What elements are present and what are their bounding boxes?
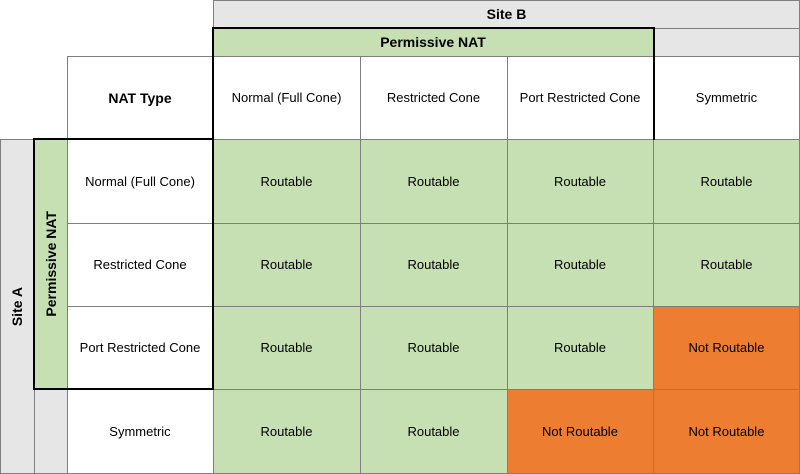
cell-label: Routable <box>407 340 460 355</box>
matrix-cell <box>213 223 360 306</box>
matrix-cell <box>213 139 360 223</box>
site-a-header <box>0 139 34 474</box>
row-header-label: Port Restricted Cone <box>79 340 201 355</box>
site-a-grey-fill <box>34 389 67 474</box>
grid-line <box>67 306 800 307</box>
matrix-cell <box>653 223 800 306</box>
permissive-outline <box>33 138 35 390</box>
grid-line <box>67 223 800 224</box>
row-header-label: Normal (Full Cone) <box>85 173 195 189</box>
column-header <box>360 56 507 139</box>
column-header-label: Normal (Full Cone) <box>231 90 342 105</box>
row-header <box>67 306 213 389</box>
row-header <box>67 389 213 474</box>
permissive-nat-top <box>213 28 653 56</box>
matrix-cell <box>507 223 653 306</box>
column-header <box>213 56 360 139</box>
grid-line <box>0 139 1 474</box>
cell-label: Routable <box>553 340 607 355</box>
nat-type-header-label: NAT Type <box>108 89 172 106</box>
cell-label: Routable <box>700 173 753 189</box>
matrix-cell <box>507 139 653 223</box>
permissive-outline <box>33 138 214 140</box>
cell-label: Not Routable <box>542 424 618 439</box>
grid-line <box>213 0 800 1</box>
site-b-label: Site B <box>486 6 527 22</box>
cell-label: Routable <box>260 424 313 439</box>
permissive-outline <box>212 138 214 390</box>
column-header <box>507 56 653 139</box>
site-b-header <box>213 0 800 28</box>
cell-label: Routable <box>407 424 460 439</box>
nat-type-header <box>67 56 213 139</box>
matrix-cell <box>360 306 507 389</box>
cell-label: Routable <box>407 257 460 272</box>
permissive-outline <box>653 27 655 140</box>
column-header-label: Symmetric <box>695 90 758 105</box>
grid-line <box>67 56 68 474</box>
grid-line <box>67 56 800 57</box>
cell-label: Routable <box>553 173 607 189</box>
cell-label: Routable <box>260 173 313 189</box>
permissive-nat-left <box>34 139 67 389</box>
column-header-label: Port Restricted Cone <box>519 90 641 105</box>
cell-label: Not Routable <box>688 340 765 355</box>
cell-label: Routable <box>260 340 313 355</box>
matrix-cell <box>213 389 360 474</box>
matrix-cell <box>653 139 800 223</box>
row-header <box>67 139 213 223</box>
matrix-cell <box>360 389 507 474</box>
permissive-nat-top-label: Permissive NAT <box>380 34 486 50</box>
matrix-cell <box>653 306 800 389</box>
row-header <box>67 223 213 306</box>
site-a-label: Site A <box>9 286 25 327</box>
matrix-cell <box>653 389 800 474</box>
cell-label: Routable <box>700 257 753 272</box>
matrix-cell <box>360 223 507 306</box>
column-header <box>653 56 800 139</box>
matrix-cell <box>213 306 360 389</box>
permissive-outline <box>33 388 214 390</box>
cell-label: Not Routable <box>688 424 765 439</box>
matrix-cell <box>507 306 653 389</box>
grid-line <box>360 56 361 474</box>
matrix-cell <box>507 389 653 474</box>
site-b-grey-fill <box>653 28 800 56</box>
row-header-label: Restricted Cone <box>93 257 187 272</box>
grid-line <box>507 56 508 474</box>
permissive-outline <box>212 27 655 29</box>
permissive-nat-left-label: Permissive NAT <box>42 211 59 317</box>
matrix-cell <box>360 139 507 223</box>
cell-label: Routable <box>553 257 607 272</box>
column-header-label: Restricted Cone <box>386 90 481 105</box>
row-header-label: Symmetric <box>109 424 171 439</box>
cell-label: Routable <box>407 173 460 189</box>
cell-label: Routable <box>260 257 313 272</box>
permissive-outline <box>212 27 214 140</box>
